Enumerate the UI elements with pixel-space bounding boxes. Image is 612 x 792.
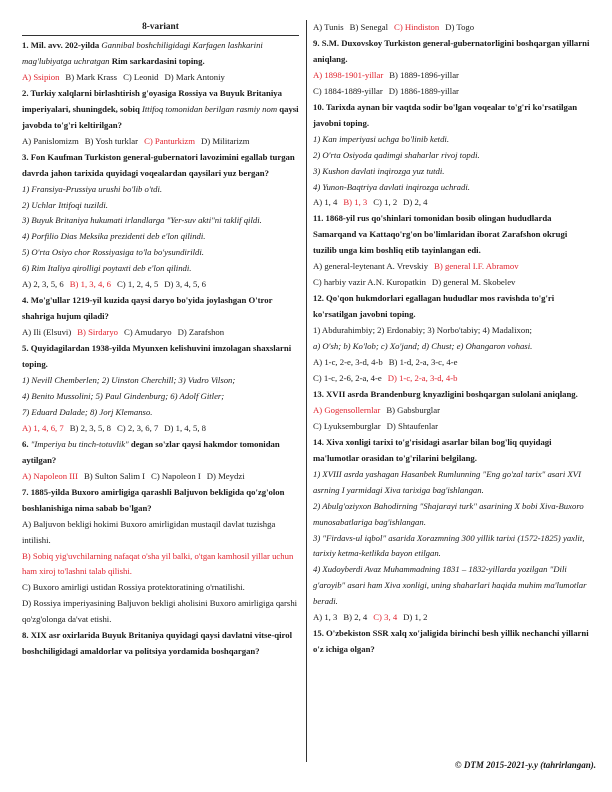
answer-option-b[interactable]: B) 1889-1896-yillar — [389, 69, 459, 80]
question-6-text: degan so'zlar qaysi hakmdor tomonidan aytilgan? — [22, 438, 280, 465]
answer-option-c[interactable]: C) Napoleon I — [151, 470, 201, 481]
answer-option-b[interactable]: B) Sulton Salim I — [83, 470, 146, 481]
answer-option-b[interactable]: B) Mark Krass — [65, 71, 118, 82]
answer-option-b[interactable]: B) Senegal — [349, 22, 389, 32]
variant-title: 8-variant — [22, 20, 299, 36]
answer-option-b[interactable]: B) Gabsburglar — [386, 404, 440, 415]
question-10-statement: 1) Kan imperiyasi uchga bo'linib ketdi. — [313, 133, 450, 144]
answer-option-d[interactable]: D) Rossiya imperiyasining Baljuvon bekligi aholisini Buxoro amirligiga qarshi qo'zg'olonga da'vat etishi. — [22, 598, 298, 625]
question-10-statement: 4) Yunon-Baqtriya davlati inqirozga uchradi. — [313, 181, 470, 192]
answer-option-d[interactable]: D) Militarizm — [200, 135, 250, 146]
question-5-statement: 7) Eduard Dalade; 8) Jorj Klemanso. — [22, 406, 153, 417]
answer-option-a[interactable]: A) Ssipion — [22, 71, 60, 82]
question-13-text: 13. XVII asrda Brandenburg knyazligini boshqargan sulolani aniqlang. — [313, 388, 578, 399]
question-12-options-row1 — [313, 355, 593, 371]
answer-option-d[interactable]: D) Shtaufenlar — [386, 420, 439, 431]
question-1-italic: Gannibal boshchiligidagi Karfagen lashkarini mag'lubiyatga uchratgan — [22, 40, 263, 66]
question-14-statement: 1) XVIII asrda yashagan Hasanbek Rumlunning "Eng go'zal tarix" asari XVI asrning I yarmidagi Xiva tarixiga bag'ishlangan. — [313, 468, 581, 495]
answer-option-d[interactable]: D) Meydzi — [206, 470, 245, 481]
copyright-footer: © DTM 2015-2021-y.y (tahrirlangan). — [454, 760, 596, 770]
answer-option-d[interactable]: D) 1, 2 — [403, 612, 428, 623]
answer-option-c[interactable]: C) 1, 2, 4, 5 — [117, 279, 159, 290]
answer-option-c[interactable]: C) 1-c, 2-6, 2-a, 4-e — [313, 372, 382, 383]
question-3-options — [22, 277, 299, 293]
question-3-statement: 5) O'rta Osiyo chor Rossiyasiga to'la bo'ysundirildi. — [22, 247, 204, 258]
question-4-options — [22, 325, 299, 341]
question-6-options — [22, 469, 299, 485]
question-1-text-end: Rim sarkardasini toping. — [109, 55, 205, 66]
question-14-statement: 3) "Firdavs-ul iqbol" asarida Xorazmning 300 yillik tarixi (1572-1825) yaxlit, tarixiy ketma-ketlikda bayon etilgan. — [313, 532, 585, 559]
question-14-statement: 4) Xudoyberdi Avaz Muhammadning 1831 – 1832-yillarda yozilgan "Dili g'aroyib" asari ham Xiva xonligi, uning shaharlari haqida muhim ma'lumotlar beradi. — [313, 564, 587, 607]
column-divider — [306, 20, 307, 762]
question-10-text: 10. Tarixda aynan bir vaqtda sodir bo'lgan voqealar to'g'ri ko'rsatilgan javobni toping. — [313, 101, 578, 128]
question-12-statement: a) O'sh; b) Ko'lob; c) Xo'jand; d) Chust; e) Ohangaron vohasi. — [313, 341, 533, 352]
answer-option-c[interactable]: C) Panturkizm — [144, 135, 195, 146]
question-3-statement: 4) Porfilio Dias Meksika prezidenti deb e'lon qilindi. — [22, 231, 206, 242]
question-3-statement: 3) Buyuk Britaniya hukumati irlandlarga "Yer-suv akti"ni taklif qildi. — [22, 215, 262, 226]
answer-option-d[interactable]: D) 2, 4 — [403, 197, 428, 208]
question-14-statement: 2) Abulg'oziyxon Bahodirning "Shajarayi turk" asarining X bobi Xiva-Buxoro munosabatlariga bag'ishlangan. — [313, 500, 584, 527]
answer-option-b[interactable]: B) Yosh turklar — [84, 135, 139, 146]
answer-option-d[interactable]: D) Zarafshon — [177, 327, 225, 338]
answer-option-b[interactable]: B) 2, 4 — [343, 612, 368, 623]
answer-option-a[interactable]: A) 1, 4 — [313, 197, 338, 208]
answer-option-a[interactable]: A) 1, 3 — [313, 612, 338, 623]
question-8-options — [313, 20, 593, 36]
answer-option-b[interactable]: B) 1, 3 — [343, 197, 368, 208]
answer-option-b[interactable]: B) 2, 3, 5, 8 — [69, 422, 112, 433]
question-12-text: 12. Qo'qon hukmdorlari egallagan hududlar mos ravishda to'g'ri ko'rsatilgan javobni toping. — [313, 293, 555, 320]
answer-option-b[interactable]: B) Sobiq yig'uvchilarning nafaqat o'sha yil balki, o'tgan kamhosil yillar uchun ham xiroj to'lashni talab qilishi. — [22, 550, 294, 577]
answer-option-b[interactable]: B) Sirdaryo — [77, 327, 119, 338]
question-5-options — [22, 421, 299, 437]
question-5-text: 5. Quyidagilardan 1938-yilda Myunxen kelishuvini imzolagan shaxslarni toping. — [22, 343, 292, 370]
answer-option-a[interactable]: A) Gogensollernlar — [313, 404, 381, 415]
question-3-statement: 2) Uchlar Ittifoqi tuzildi. — [22, 199, 108, 210]
question-3-statement: 6) Rim Italiya qirolligi poytaxti deb e'lon qilindi. — [22, 263, 192, 274]
answer-option-a[interactable]: A) Baljuvon bekligi hokimi Buxoro amirligidan mustaqil davlat tuzishga intilishi. — [22, 518, 276, 545]
question-14-text: 14. Xiva xonligi tarixi to'g'risidagi asarlar bilan bog'liq quyidagi ma'lumotlar orasidan to'g'rilarini belgilang. — [313, 436, 552, 463]
answer-option-a[interactable]: A) general-leytenant A. Vrevskiy — [313, 261, 429, 272]
question-1-options — [22, 70, 299, 86]
answer-option-c[interactable]: C) Lyuksemburglar — [313, 420, 381, 431]
question-13-options-row2 — [313, 419, 593, 435]
answer-option-d[interactable]: D) 1, 4, 5, 8 — [164, 422, 207, 433]
answer-option-a[interactable]: A) 1, 4, 6, 7 — [22, 422, 64, 433]
question-2-options — [22, 134, 299, 150]
question-1 — [22, 38, 299, 70]
question-5-statement: 1) Nevill Chemberlen; 2) Uinston Cherchill; 3) Vudro Vilson; — [22, 375, 236, 386]
question-12-statement: 1) Abdurahimbiy; 2) Erdonabiy; 3) Norbo'tabiy; 4) Madalixon; — [313, 325, 532, 336]
question-10-options — [313, 195, 593, 211]
question-11-text: 11. 1868-yil rus qo'shinlari tomonidan bosib olingan hududlarda Samarqand va Kattaqo'rg'on bo'limlaridan iborat Zarafshon okrugi tuzilib unga kim boshliq etib tayinlangan edi. — [313, 213, 568, 256]
answer-option-a[interactable]: A) 1898-1901-yillar — [313, 69, 384, 80]
question-2 — [22, 86, 299, 134]
answer-option-c[interactable]: C) Leonid — [123, 71, 159, 82]
right-column — [313, 20, 593, 658]
answer-option-d[interactable]: D) 1-c, 2-a, 3-d, 4-b — [387, 372, 458, 383]
question-2-text-end: qaysi javobda to'g'ri keltirilgan? — [22, 103, 299, 130]
question-9-text: 9. S.M. Duxovskoy Turkiston general-gubernatorligini boshqargan yillarni aniqlang. — [313, 37, 590, 64]
question-5-statement: 4) Benito Mussolini; 5) Paul Gindenburg; 6) Adolf Gitler; — [22, 390, 225, 401]
question-10-statement: 3) Kushon davlati inqirozga yuz tutdi. — [313, 165, 445, 176]
question-6-number: 6. — [22, 438, 29, 449]
answer-option-c[interactable]: C) 3, 4 — [373, 612, 398, 623]
question-4-text: 4. Mo'g'ullar 1219-yil kuzida qaysi daryo bo'yida joylashgan O'tror shahriga hujum qiladi? — [22, 295, 273, 322]
question-1-text: 1. Mil. avv. 202-yilda — [22, 40, 100, 50]
question-2-italic: Ittifoq tomonidan berilgan rasmiy nom — [139, 103, 278, 114]
answer-option-c[interactable]: C) Amudaryo — [124, 327, 172, 338]
answer-option-d[interactable]: D) Mark Antoniy — [164, 71, 225, 82]
question-8-text: 8. XIX asr oxirlarida Buyuk Britaniya quyidagi qaysi davlatni vitse-qirol boshchiligidagi amaldorlar va politsiya yordamida boshqargan? — [22, 630, 293, 657]
answer-option-a[interactable]: A) Panislomizm — [22, 135, 79, 146]
answer-option-c[interactable]: C) Buxoro amirligi ustidan Rossiya protektoratining o'rnatilishi. — [22, 582, 245, 593]
answer-option-a[interactable]: A) Ili (Elsuvi) — [22, 327, 72, 338]
question-13-options-row1 — [313, 403, 593, 419]
question-15-text: 15. O'zbekiston SSR xalq xo'jaligida birinchi besh yillik nechanchi yillarni o'z ichiga olgan? — [313, 628, 589, 655]
answer-option-a[interactable]: A) 1-c, 2-e, 3-d, 4-b — [313, 357, 383, 368]
answer-option-a[interactable]: A) 2, 3, 5, 6 — [22, 279, 64, 290]
question-6 — [22, 437, 299, 469]
question-2-text: 2. Turkiy xalqlarni birlashtirish g'oyasiga Rossiya va Buyuk Britaniya imperiyalari, shuningdek, sobiq — [22, 87, 282, 114]
question-7-text: 7. 1885-yilda Buxoro amirligiga qarashli Baljuvon bekligida qo'zg'olon boshlanishiga nima sabab bo'lgan? — [22, 486, 285, 513]
answer-option-b[interactable]: B) 1, 3, 4, 6 — [69, 279, 112, 290]
question-3-statement: 1) Fransiya-Prussiya urushi bo'lib o'tdi. — [22, 183, 163, 194]
answer-option-c[interactable]: C) harbiy vazir A.N. Kuropatkin — [313, 277, 426, 288]
answer-option-b[interactable]: B) 1-d, 2-a, 3-c, 4-e — [388, 357, 458, 368]
answer-option-d[interactable]: D) 1886-1889-yillar — [388, 85, 459, 96]
answer-option-d[interactable]: D) general M. Skobelev — [431, 277, 516, 288]
answer-option-c[interactable]: C) 1884-1889-yillar — [313, 85, 383, 96]
question-11-options-row2 — [313, 275, 593, 291]
answer-option-a[interactable]: A) Tunis — [313, 22, 344, 32]
answer-option-c[interactable]: C) 1, 2 — [373, 197, 398, 208]
question-14-options — [313, 610, 593, 626]
question-12-options-row2 — [313, 371, 593, 387]
answer-option-d[interactable]: D) Togo — [445, 22, 475, 32]
left-column — [22, 20, 299, 660]
question-10-statement: 2) O'rta Osiyoda qadimgi shaharlar rivoj topdi. — [313, 149, 480, 160]
answer-option-d[interactable]: D) 3, 4, 5, 6 — [164, 279, 207, 290]
answer-option-a[interactable]: A) Napoleon III — [22, 470, 78, 481]
answer-option-c[interactable]: C) Hindiston — [394, 22, 440, 32]
answer-option-b[interactable]: B) general I.F. Abramov — [434, 261, 519, 272]
question-6-quote: "Imperiya bu tinch-totuvlik" — [28, 438, 129, 449]
answer-option-c[interactable]: C) 2, 3, 6, 7 — [117, 422, 159, 433]
question-9-options-row2 — [313, 84, 593, 100]
question-3-text: 3. Fon Kaufman Turkiston general-gubernatori lavozimini egallab turgan davrda jahon tarixida quyidagi voqealardan qaysilari yuz bergan? — [22, 151, 295, 178]
question-11-options-row1 — [313, 259, 593, 275]
question-9-options-row1 — [313, 68, 593, 84]
